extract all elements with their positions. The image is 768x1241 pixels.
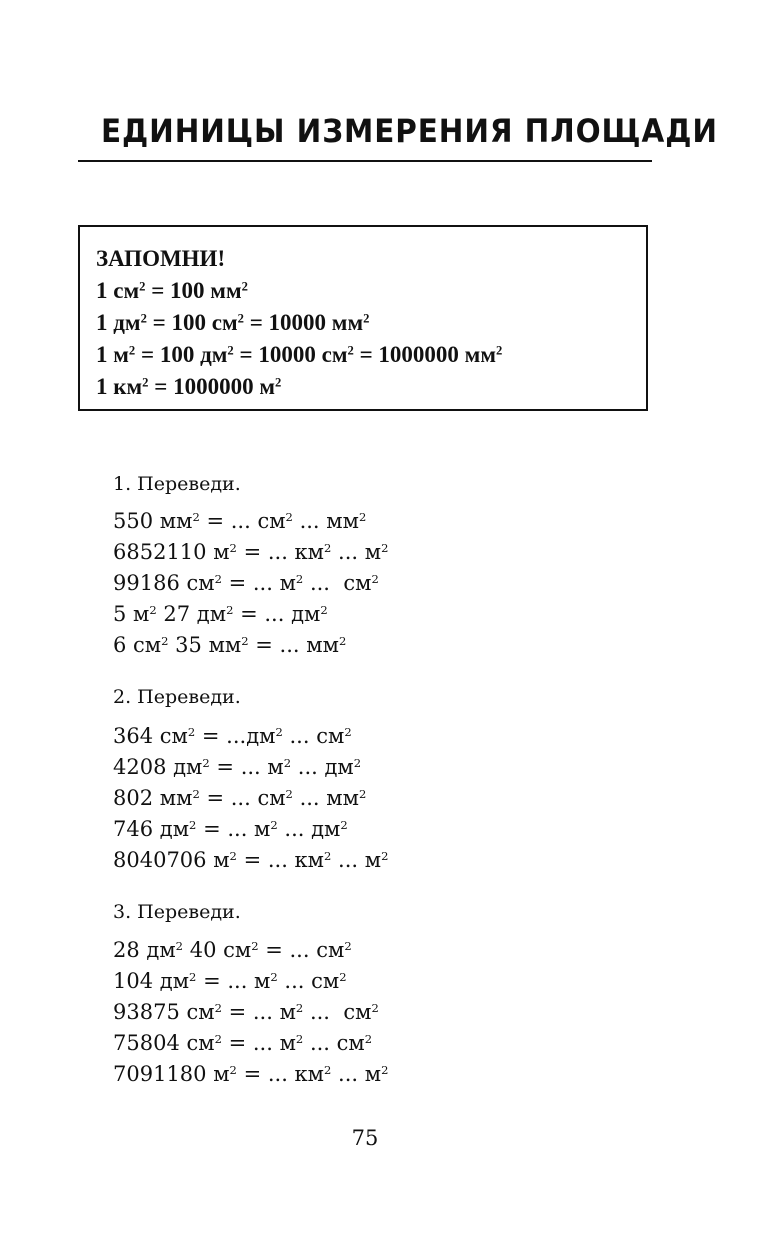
- exercise-1-line-3: 99186 $см^2$ = ... $м^2$ ... $см^2$: [113, 571, 379, 595]
- remember-rule-1: 1 $см^2 = 100$ $мм^2$: [96, 278, 248, 303]
- exercise-2-line-5: 8040706 $м^2$ = ... $км^2$ ... $м^2$: [113, 848, 389, 872]
- exercise-1-line-4: 5 $м^2$ 27 $дм^2$ = ... $дм^2$: [113, 602, 328, 626]
- title-underline: [78, 160, 652, 162]
- exercise-3-line-3: 93875 $см^2$ = ... $м^2$ ... $см^2$: [113, 1000, 379, 1024]
- page-title: ЕДИНИЦЫ ИЗМЕРЕНИЯ ПЛОЩАДИ: [100, 112, 718, 150]
- exercise-1-line-5: 6 $см^2$ 35 $мм^2$ = ... $мм^2$: [113, 633, 347, 657]
- exercise-2-line-1: 364 $см^2 = ...дм^2$ ... $см^2$: [113, 724, 352, 748]
- exercise-3-line-4: 75804 $см^2$ = ... $м^2$ ... $см^2$: [113, 1031, 373, 1055]
- exercise-3-heading: 3. Переведи.: [113, 901, 241, 923]
- exercise-3-line-1: 28 $дм^2$ 40 $см^2$ = ... $см^2$: [113, 938, 352, 962]
- page-number: 75: [351, 1126, 379, 1150]
- exercise-1-heading: 1. Переведи.: [113, 473, 241, 495]
- remember-rule-4: 1 $км^2 = 1000000$ $м^2$: [96, 374, 282, 399]
- exercise-2-line-2: 4208 $дм^2$ = ... $м^2$ ... $дм^2$: [113, 755, 362, 779]
- remember-rule-3: 1 $м^2 = 100$ $дм^2 = 10000$ $см^2 = 1000000$ $мм^2$: [96, 342, 503, 367]
- remember-heading: ЗАПОМНИ!: [96, 246, 226, 271]
- remember-rule-2: 1 $дм^2 = 100$ $см^2 = 10000$ $мм^2$: [96, 310, 370, 335]
- remember-box: [78, 225, 648, 411]
- exercise-2-line-4: 746 $дм^2$ = ... $м^2$ ... $дм^2$: [113, 817, 348, 841]
- exercise-2-line-3: 802 $мм^2$ = ... $см^2$ ... $мм^2$: [113, 786, 367, 810]
- exercise-1-line-2: 6852110 $м^2$ = ... $км^2$ ... $м^2$: [113, 540, 389, 564]
- exercise-3-line-2: 104 $дм^2$ = ... $м^2$ ... $см^2$: [113, 969, 347, 993]
- exercise-3-line-5: 7091180 $м^2$ = ... $км^2$ ... $м^2$: [113, 1062, 389, 1086]
- exercise-1-line-1: 550 $мм^2$ = ... $см^2$ ... $мм^2$: [113, 509, 367, 533]
- exercise-2-heading: 2. Переведи.: [113, 686, 241, 708]
